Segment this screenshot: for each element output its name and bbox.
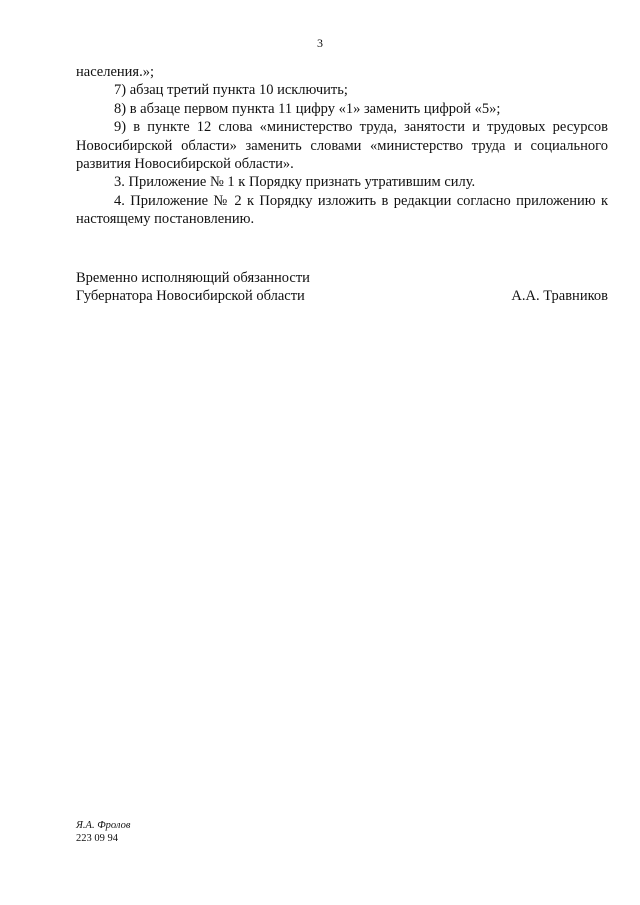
paragraph-item-8: 8) в абзаце первом пункта 11 цифру «1» заменить цифрой «5»; [114, 100, 501, 117]
signatory-position-line2: Губернатора Новосибирской области [76, 288, 305, 305]
paragraph-clause-3: 3. Приложение № 1 к Порядку признать утратившим силу. [114, 174, 476, 191]
paragraph-item-9: 9) в пункте 12 слова «министерство труда, занятости и трудовых ресурсов Новосибирской области» заменить словами «министерство труда и социального развития Новосибирской области». [76, 119, 608, 173]
paragraph-continuation: населения.»; [76, 64, 155, 80]
document-body [76, 63, 608, 229]
paragraph-clause-4: 4. Приложение № 2 к Порядку изложить в редакции согласно приложению к настоящему постановлению. [76, 192, 608, 228]
page-number: 3 [317, 36, 323, 50]
paragraph-item-7: 7) абзац третий пункта 10 исключить; [114, 82, 348, 99]
executor-phone: 223 09 94 [76, 832, 118, 844]
footer-executor-info [76, 820, 130, 845]
executor-name: Я.А. Фролов [76, 820, 131, 831]
signature-line [76, 287, 608, 305]
signatory-position-line1: Временно исполняющий обязанности [76, 270, 310, 286]
signatory-name: А.А. Травников [511, 288, 608, 305]
signature-block [76, 269, 608, 306]
